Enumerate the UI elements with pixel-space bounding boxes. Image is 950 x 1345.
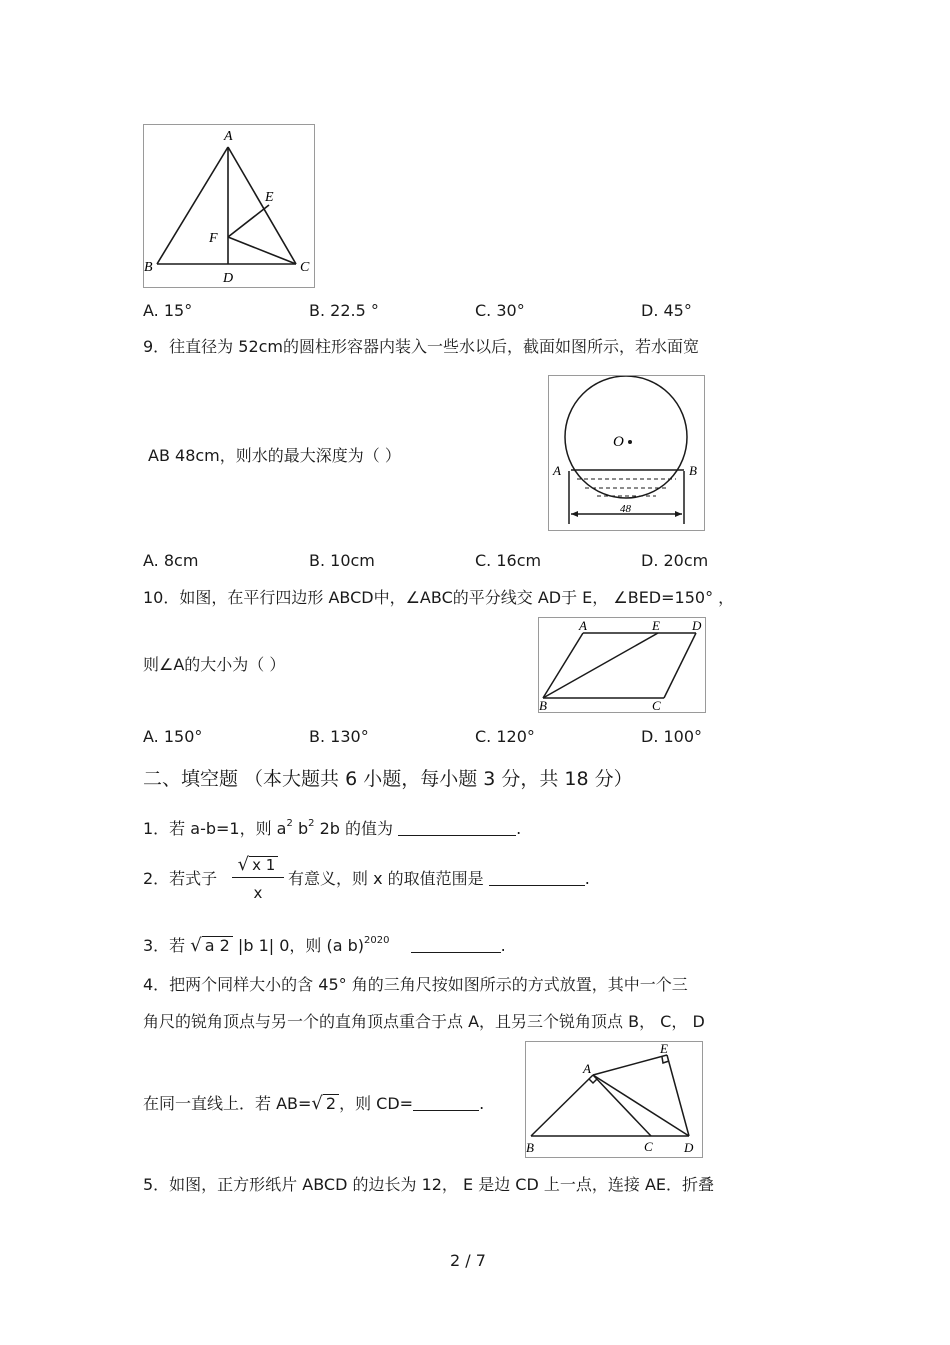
q9-option-d: D. 20cm — [641, 551, 709, 570]
q10-label-a: A — [579, 618, 587, 633]
fill-2-fraction: $\frac{√ x 1}{x}$ — [232, 854, 284, 902]
fill-question-1 — [143, 814, 521, 839]
fill-1-sup-1: 2 — [286, 818, 293, 829]
q8-option-a: A. 15° — [143, 301, 193, 320]
fill-1-end: . — [516, 819, 522, 838]
q10-stem: 10．如图，在平行四边形 ABCD中，∠ABC的平分线交 AD于 E， ∠BED=150° ， — [143, 588, 735, 607]
q8-label-c: C — [300, 260, 310, 275]
q9-label-o: O — [613, 434, 624, 450]
q9-option-a: A. 8cm — [143, 551, 199, 570]
fill-3-exponent: 2020 — [364, 935, 390, 946]
q8-triangle-diagram — [144, 125, 314, 287]
fill-4-triangles-diagram — [526, 1042, 702, 1157]
q10-label-d: D — [692, 618, 702, 633]
fill-2-end: . — [584, 869, 590, 888]
q8-option-b: B. 22.5 ° — [309, 301, 379, 320]
fill-2-denominator: x — [253, 884, 263, 902]
q9-option-c: C. 16cm — [475, 551, 542, 570]
fill-4-radicand: 2 — [323, 1094, 339, 1112]
fill-1-post: 2b 的值为 — [314, 819, 393, 838]
q9-stem-2: AB 48cm，则水的最大深度为（ ） — [148, 446, 401, 465]
page-number: 2 / 7 — [450, 1251, 486, 1270]
q10-label-b: B — [539, 698, 547, 712]
q8-figure — [143, 124, 315, 288]
fill-2-numerator: x 1 — [249, 856, 278, 874]
fill-3-end: . — [500, 936, 506, 955]
q10-label-c: C — [652, 698, 661, 712]
q9-label-width: 48 — [620, 503, 631, 515]
fill-4-label-b: B — [526, 1140, 534, 1155]
q8-label-b: B — [144, 260, 153, 275]
fill-3-pre: 3．若 — [143, 936, 186, 955]
fill-2-pre: 2．若式子 — [143, 869, 218, 888]
fill-4-post-3: ，则 CD= — [339, 1094, 414, 1113]
fill-4-pre-3: 在同一直线上．若 AB= — [143, 1094, 312, 1113]
fill-3-mid: |b 1| 0，则 (a b) — [232, 936, 365, 955]
fill-1-sup-2: 2 — [308, 818, 315, 829]
q10-stem-2: 则∠A的大小为（ ） — [143, 655, 286, 674]
q9-option-b: B. 10cm — [309, 551, 375, 570]
q9-figure — [548, 375, 705, 531]
fill-1-pre: 1．若 a-b=1，则 a — [143, 819, 287, 838]
q8-option-c: C. 30° — [475, 301, 525, 320]
q9-label-a: A — [553, 463, 561, 478]
q9-label-b: B — [689, 463, 697, 478]
fill-2-answer-blank[interactable] — [489, 869, 585, 886]
fill-1-mid: b — [292, 819, 309, 838]
q8-option-d: D. 45° — [641, 301, 692, 320]
section-title-fill-blank: 二、填空题 （本大题共 6 小题，每小题 3 分，共 18 分） — [143, 768, 633, 790]
q10-figure — [538, 617, 706, 713]
q10-label-e: E — [652, 618, 660, 633]
fill-4-line-1: 4．把两个同样大小的含 45° 角的三角尺按如图所示的方式放置，其中一个三 — [143, 975, 688, 994]
fill-2-post: 有意义，则 x 的取值范围是 — [288, 869, 484, 888]
q9-circle-diagram — [549, 376, 704, 530]
fill-3-radicand: a 2 — [202, 936, 233, 954]
q8-label-a: A — [224, 129, 233, 144]
q8-label-d: D — [223, 271, 234, 286]
fill-4-end: . — [479, 1094, 485, 1113]
fill-3-answer-blank[interactable] — [411, 936, 501, 953]
fill-question-2 — [288, 869, 590, 889]
fill-question-4: 在同一直线上．若 AB=√ 2 ，则 CD= . — [143, 1093, 485, 1114]
fill-4-label-a: A — [583, 1061, 591, 1076]
q10-option-a: A. 150° — [143, 727, 203, 746]
fill-4-line-2: 角尺的锐角顶点与另一个的直角顶点重合于点 A，且另三个锐角顶点 B， C， D — [143, 1012, 705, 1031]
q10-parallelogram-diagram — [539, 618, 705, 712]
fill-question-3: 3．若 √ a 2 |b 1| 0，则 (a b)$^{2020}$ . — [143, 935, 506, 956]
q8-label-e: E — [265, 190, 274, 205]
q10-option-b: B. 130° — [309, 727, 369, 746]
q8-label-f: F — [209, 231, 218, 246]
fill-4-answer-blank[interactable] — [413, 1094, 479, 1111]
fill-4-figure — [525, 1041, 703, 1158]
q9-stem: 9．往直径为 52cm的圆柱形容器内装入一些水以后，截面如图所示，若水面宽 — [143, 337, 700, 356]
fill-4-label-d: D — [684, 1140, 694, 1155]
fill-4-label-e: E — [660, 1042, 668, 1056]
fill-1-answer-blank[interactable] — [398, 819, 516, 836]
q10-option-d: D. 100° — [641, 727, 703, 746]
q10-option-c: C. 120° — [475, 727, 535, 746]
fill-5-line-1: 5．如图，正方形纸片 ABCD 的边长为 12， E 是边 CD 上一点，连接 AE．折叠 — [143, 1175, 715, 1194]
fill-4-label-c: C — [644, 1139, 653, 1154]
